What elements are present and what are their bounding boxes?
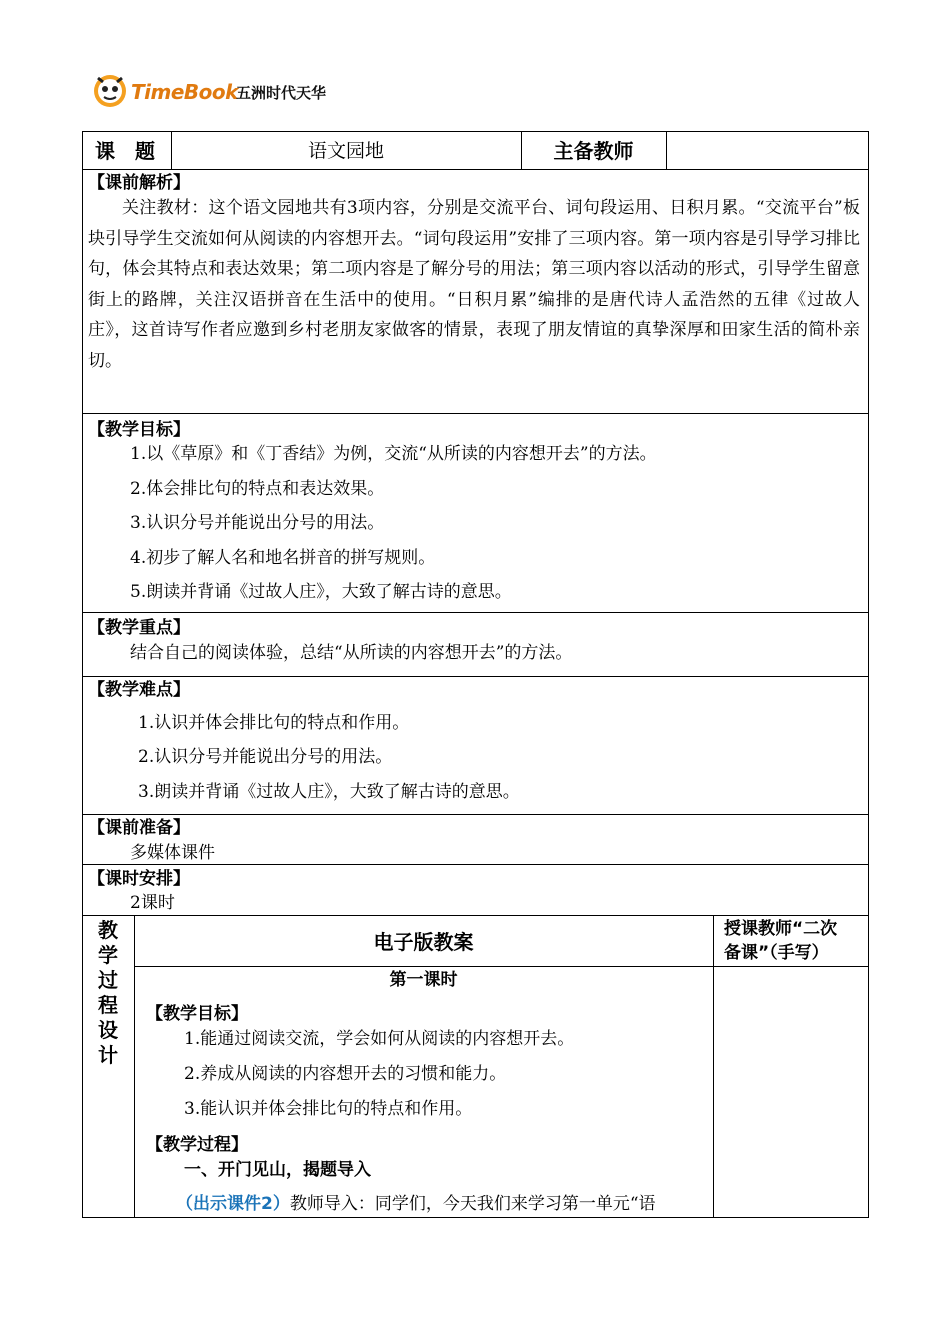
timebook-logo — [90, 70, 130, 114]
step-one: 一、开门见山，揭题导入 — [184, 1160, 371, 1180]
side-char: 教 — [98, 918, 118, 942]
objectives-heading: 【教学目标】 — [88, 420, 190, 440]
preparation-heading: 【课前准备】 — [88, 818, 190, 838]
goal-item: 2.养成从阅读的内容想开去的习惯和能力。 — [184, 1064, 507, 1084]
objective-item: 5.朗读并背诵《过故人庄》，大致了解古诗的意思。 — [130, 582, 512, 602]
objective-item: 4.初步了解人名和地名拼音的拼写规则。 — [130, 548, 436, 568]
analysis-heading: 【课前解析】 — [88, 173, 190, 193]
process-side-label — [90, 918, 126, 1068]
side-char: 过 — [98, 968, 118, 992]
logo-brand: TimeBook — [131, 80, 238, 104]
difficulty-item: 3.朗读并背诵《过故人庄》，大致了解古诗的意思。 — [138, 782, 520, 802]
difficulty-item: 2.认识分号并能说出分号的用法。 — [138, 747, 393, 767]
notes-column-title-2: 备课”（手写） — [724, 943, 829, 963]
difficulties-heading: 【教学难点】 — [88, 680, 190, 700]
lead-teacher-label: 主备教师 — [553, 139, 634, 163]
objective-item: 1.以《草原》和《丁香结》为例，交流“从所读的内容想开去”的方法。 — [130, 444, 657, 464]
logo-cn: 五洲时代天华 — [236, 84, 327, 102]
objective-item: 2.体会排比句的特点和表达效果。 — [130, 479, 385, 499]
analysis-text — [88, 193, 860, 377]
side-char: 设 — [98, 1018, 118, 1042]
schedule-text: 2课时 — [130, 893, 175, 913]
preparation-text: 多媒体课件 — [130, 843, 215, 863]
process-heading: 【教学过程】 — [146, 1135, 248, 1155]
side-char: 学 — [98, 943, 118, 967]
key-points-text: 结合自己的阅读体验，总结“从所读的内容想开去”的方法。 — [130, 643, 573, 663]
schedule-heading: 【课时安排】 — [88, 869, 190, 889]
side-char: 程 — [98, 993, 118, 1017]
notes-column-title-1: 授课教师“二次 — [724, 919, 838, 939]
intro-text: 教师导入：同学们，今天我们来学习第一单元“语 — [289, 1194, 656, 1214]
goal-item: 1.能通过阅读交流，学会如何从阅读的内容想开去。 — [184, 1029, 575, 1049]
topic-value: 语文园地 — [307, 140, 384, 162]
objective-item: 3.认识分号并能说出分号的用法。 — [130, 513, 385, 533]
lesson-title: 第一课时 — [389, 970, 458, 990]
key-points-heading: 【教学重点】 — [88, 618, 190, 638]
courseware-tag: （出示课件2） — [176, 1194, 290, 1214]
logo-mascot-icon — [90, 70, 130, 110]
goal-item: 3.能认识并体会排比句的特点和作用。 — [184, 1099, 473, 1119]
topic-label: 课 题 — [95, 139, 155, 163]
difficulty-item: 1.认识并体会排比句的特点和作用。 — [138, 713, 410, 733]
goals-heading: 【教学目标】 — [146, 1004, 248, 1024]
analysis-paragraph: 关注教材：这个语文园地共有3项内容，分别是交流平台、词句段运用、日积月累。“交流平台”板块引导学生交流如何从阅读的内容想开去。“词句段运用”安排了三项内容。第一项内容是引导学习排比句，体会其特点和表达效果；第二项内容是了解分号的用法；第三项内容以活动的形式，引导学生留意街上的路牌，关注汉语拼音在生活中的使用。“日积月累”编排的是唐代诗人孟浩然的五律《过故人庄》，这首诗写作者应邀到乡村老朋友家做客的情景，表现了朋友情谊的真挚深厚和田家生活的简朴亲切。 — [88, 198, 860, 371]
side-char: 计 — [98, 1043, 118, 1067]
electronic-plan-title: 电子版教案 — [373, 930, 474, 954]
intro-line — [176, 1194, 656, 1214]
